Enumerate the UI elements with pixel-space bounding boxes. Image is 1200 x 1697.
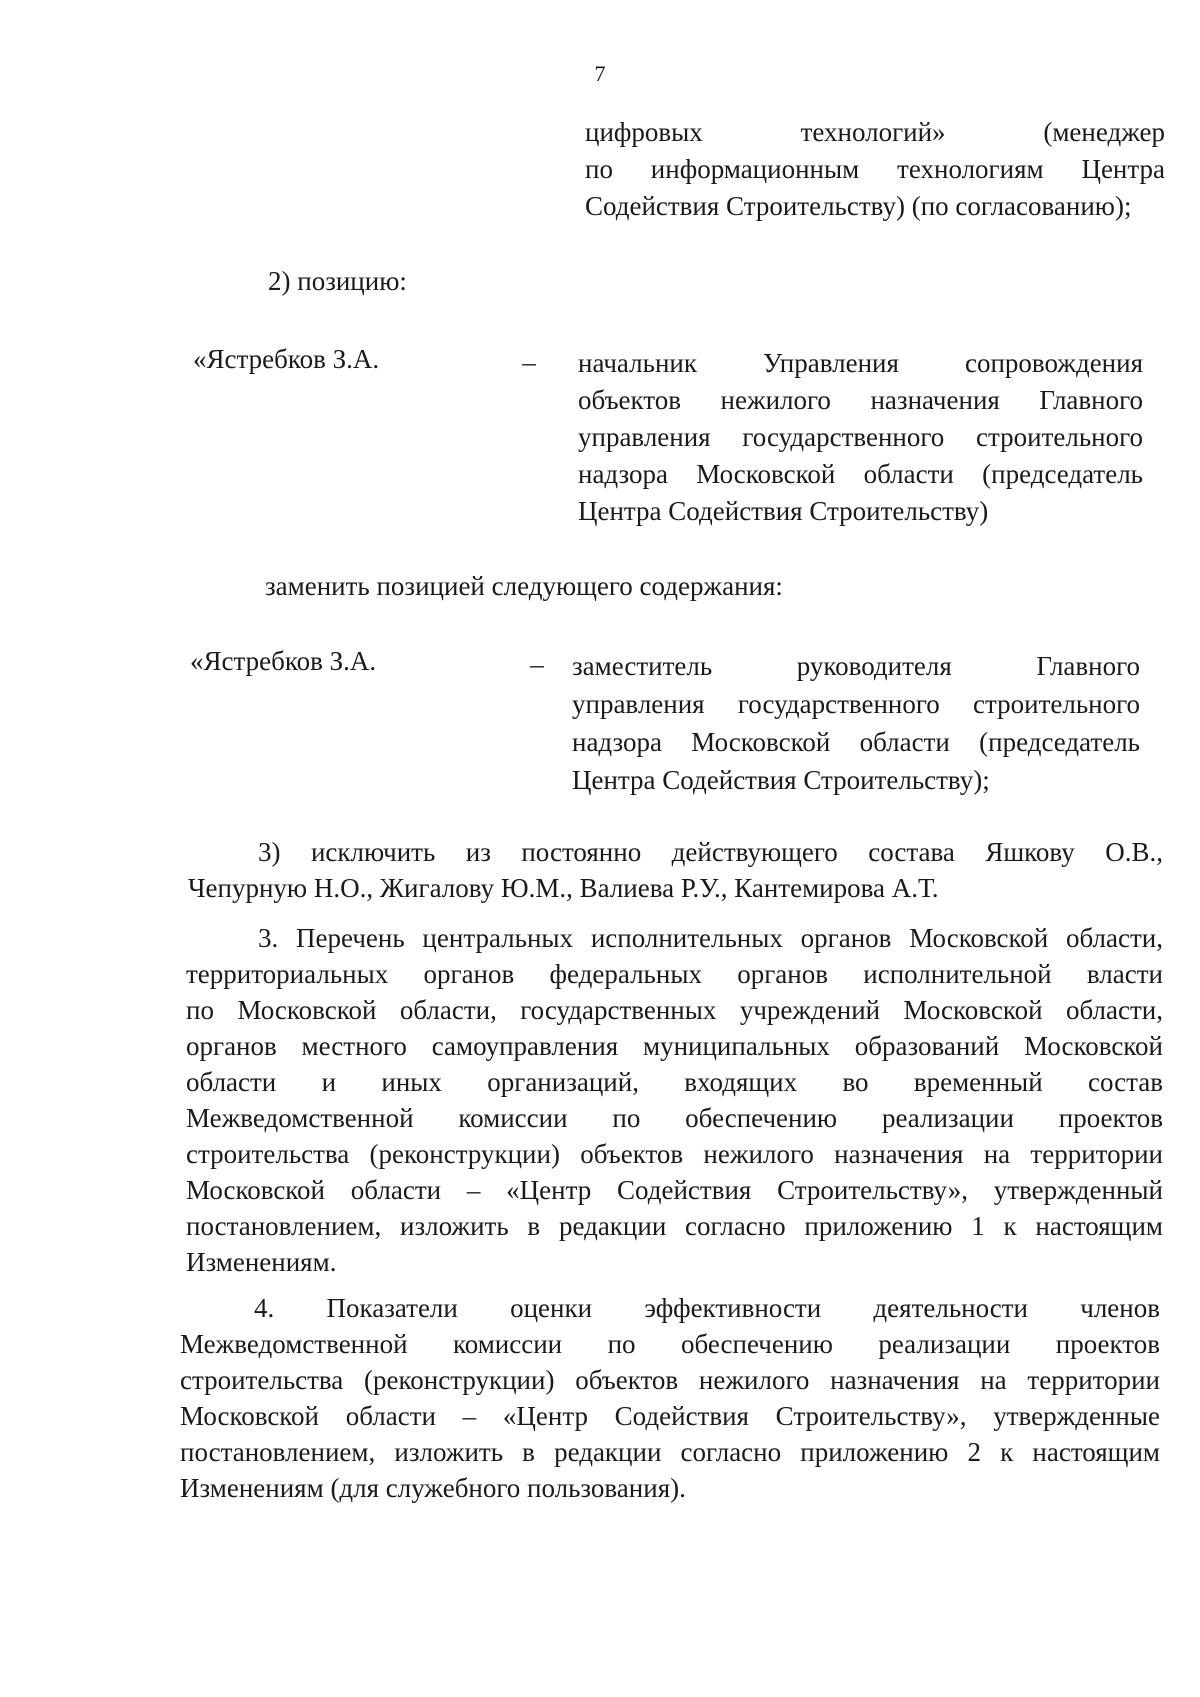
text-line: строительства (реконструкции) объектов нежилого назначения на территории	[186, 1139, 1163, 1169]
paragraph-4	[180, 1290, 1160, 1506]
text-line: области и иных организаций, входящих во временный состав	[186, 1067, 1163, 1097]
new-position-description	[572, 648, 1140, 798]
text-line: 3) исключить из постоянно действующего состава Яшкову О.В.,	[258, 837, 1163, 867]
text-line: начальник Управления сопровождения	[578, 348, 1143, 378]
text-line: Чепурную Н.О., Жигалову Ю.М., Валиева Р.У., Кантемирова А.Т.	[188, 873, 939, 903]
text-line: постановлением, изложить в редакции согласно приложению 2 к настоящим	[180, 1437, 1160, 1467]
text-line: Содействия Строительству) (по согласованию);	[585, 191, 1132, 221]
text-line: надзора Московской области (председатель	[578, 459, 1143, 489]
text-line: Центра Содействия Строительству)	[578, 496, 989, 526]
old-position-name: «Ястребков З.А.	[193, 344, 380, 374]
text-line: территориальных органов федеральных органов исполнительной власти	[186, 959, 1163, 989]
paragraph-3	[186, 920, 1163, 1280]
text-line: по Московской области, государственных учреждений Московской области,	[186, 995, 1163, 1025]
text-line: объектов нежилого назначения Главного	[578, 385, 1143, 415]
item2-intro: 2) позицию:	[268, 266, 407, 296]
text-line: цифровых технологий» (менеджер	[585, 117, 1165, 147]
text-line: Изменениям (для служебного пользования).	[180, 1473, 686, 1503]
text-line: органов местного самоуправления муниципальных образований Московской	[186, 1031, 1163, 1061]
top-fragment	[585, 114, 1165, 224]
text-line: управления государственного строительного	[578, 422, 1143, 452]
new-position-dash: –	[530, 649, 544, 679]
page-number: 7	[594, 61, 606, 86]
text-line: Изменениям.	[186, 1247, 337, 1277]
new-position-name: «Ястребков З.А.	[190, 646, 377, 676]
text-line: 4. Показатели оценки эффективности деятельности членов	[254, 1293, 1160, 1323]
text-line: Центра Содействия Строительству);	[572, 765, 990, 795]
text-line: Московской области – «Центр Содействия Строительству», утвержденный	[186, 1175, 1163, 1205]
text-line: надзора Московской области (председатель	[572, 727, 1140, 757]
text-line: управления государственного строительного	[572, 689, 1140, 719]
old-position-dash: –	[522, 347, 536, 377]
text-line: постановлением, изложить в редакции согласно приложению 1 к настоящим	[186, 1211, 1163, 1241]
text-line: по информационным технологиям Центра	[585, 154, 1165, 184]
replace-intro: заменить позицией следующего содержания:	[265, 571, 783, 601]
text-line: Межведомственной комиссии по обеспечению реализации проектов	[186, 1103, 1163, 1133]
old-position-description	[578, 345, 1143, 529]
text-line: заместитель руководителя Главного	[572, 651, 1140, 681]
text-line: строительства (реконструкции) объектов нежилого назначения на территории	[180, 1365, 1160, 1395]
text-line: 3. Перечень центральных исполнительных органов Московской области,	[258, 923, 1163, 953]
item3	[188, 834, 1163, 906]
text-line: Московской области – «Центр Содействия Строительству», утвержденные	[180, 1401, 1160, 1431]
text-line: Межведомственной комиссии по обеспечению реализации проектов	[180, 1329, 1160, 1359]
